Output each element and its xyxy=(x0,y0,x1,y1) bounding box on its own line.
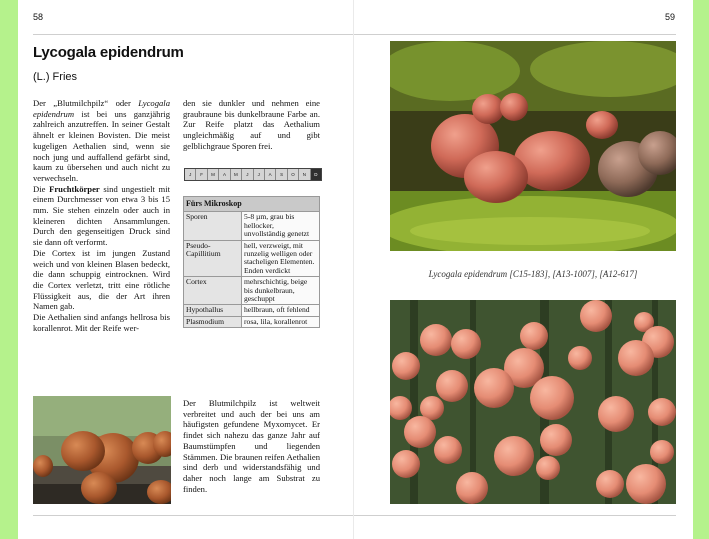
row-value: 5-8 µm, grau bis hellocker, unvollständig genetzt xyxy=(242,212,320,240)
paragraph-intro: Der „Blutmilchpilz“ oder Lycogala epidendrum ist bei uns ganzjährig zahlreich anzutreffen. In seiner Gestalt ähnelt er kleinen Bovisten. Die meist kugeligen Aethalien sind, wenn sie noch jung und auffallend gefärbt sind, kaum zu übersehen und auch nicht zu verwechseln. xyxy=(33,98,170,183)
photo-aethalia-on-wood xyxy=(390,300,676,504)
page-title: Lycogala epidendrum xyxy=(33,44,184,61)
row-label: Hypothallus xyxy=(184,305,242,316)
paragraph-distribution: Der Blutmilchpilz ist weltweit verbreitet und auch der bei uns am häufigsten gefundene Myxomycet. Er findet sich nahezu das ganze Jahr auf Baumstümpfen und liegenden Stämmen. Die braunen reifen Aethalien sind derb und widerstandsfähig und daher noch lange am Substrat zu finden. xyxy=(183,398,320,494)
left-page xyxy=(18,0,354,539)
text-column-1 xyxy=(33,98,170,333)
photo-young-aethalia xyxy=(390,41,676,251)
text-column-2 xyxy=(183,98,320,152)
month-cell: S xyxy=(276,169,287,180)
row-value: hellbraun, oft fehlend xyxy=(242,305,320,316)
month-cell: A xyxy=(219,169,230,180)
table-row xyxy=(184,316,320,327)
right-page xyxy=(354,0,693,539)
row-label: Sporen xyxy=(184,212,242,240)
microscope-table xyxy=(183,196,320,328)
month-cell: D xyxy=(311,169,321,180)
row-value: mehrschichtig, beige bis dunkelbraun, geschuppt xyxy=(242,277,320,305)
month-cell: M xyxy=(231,169,242,180)
month-cell: A xyxy=(265,169,276,180)
paragraph-fruchtkoerper: Die Fruchtkörper sind ungestielt mit einem Durchmesser von etwa 3 bis 15 mm. Sie stehen einzeln oder auch in kleineren dichten Ansammlungen. Durch den gegenseitigen Druck sind sie dann oft verformt. xyxy=(33,183,170,248)
row-label: Pseudo-Capillitium xyxy=(184,240,242,277)
month-cell: J xyxy=(242,169,253,180)
header-rule xyxy=(33,34,354,35)
table-header: Fürs Mikroskop xyxy=(184,197,320,212)
month-cell: J xyxy=(185,169,196,180)
page-number-left: 58 xyxy=(33,12,44,22)
month-cell: O xyxy=(288,169,299,180)
footer-rule xyxy=(33,515,354,516)
row-value: hell, verzweigt, mit runzelig welligen oder stacheligen Elementen. Enden verdickt xyxy=(242,240,320,277)
row-label: Plasmodium xyxy=(184,316,242,327)
table-row xyxy=(184,277,320,305)
paragraph-cortex: Die Cortex ist im jungen Zustand weich und von kleinen Blasen bedeckt, die dann schuppig eintrocknen. Wird die Cortex verletzt, tritt eine rötliche Flüssigkeit aus, die der Art ihren Namen gab. xyxy=(33,247,170,312)
table-row xyxy=(184,240,320,277)
month-calendar xyxy=(184,168,322,181)
page-number-right: 59 xyxy=(664,12,675,22)
row-value: rosa, lila, korallenrot xyxy=(242,316,320,327)
photo-mature-aethalia xyxy=(33,396,171,504)
month-cell: N xyxy=(299,169,310,180)
photo-caption: Lycogala epidendrum [C15-183], [A13-1007], [A12-617] xyxy=(428,269,638,279)
month-cell: J xyxy=(254,169,265,180)
month-cell: M xyxy=(208,169,219,180)
footer-rule xyxy=(354,515,676,516)
paragraph-color: Die Aethalien sind anfangs hellrosa bis korallenrot. Mit der Reife wer- xyxy=(33,312,170,333)
table-row xyxy=(184,212,320,240)
text-column-3 xyxy=(183,398,320,494)
row-label: Cortex xyxy=(184,277,242,305)
paragraph-ripening: den sie dunkler und nehmen eine graubraune bis dunkelbraune Farbe an. Zur Reife platzt das Aethalium ungleichmäßig auf und gibt gelblichgraue Sporen frei. xyxy=(183,98,320,151)
author-citation: (L.) Fries xyxy=(33,71,77,83)
table-row xyxy=(184,305,320,316)
header-rule xyxy=(354,34,676,35)
table-header-row xyxy=(184,197,320,212)
month-cell: F xyxy=(196,169,207,180)
